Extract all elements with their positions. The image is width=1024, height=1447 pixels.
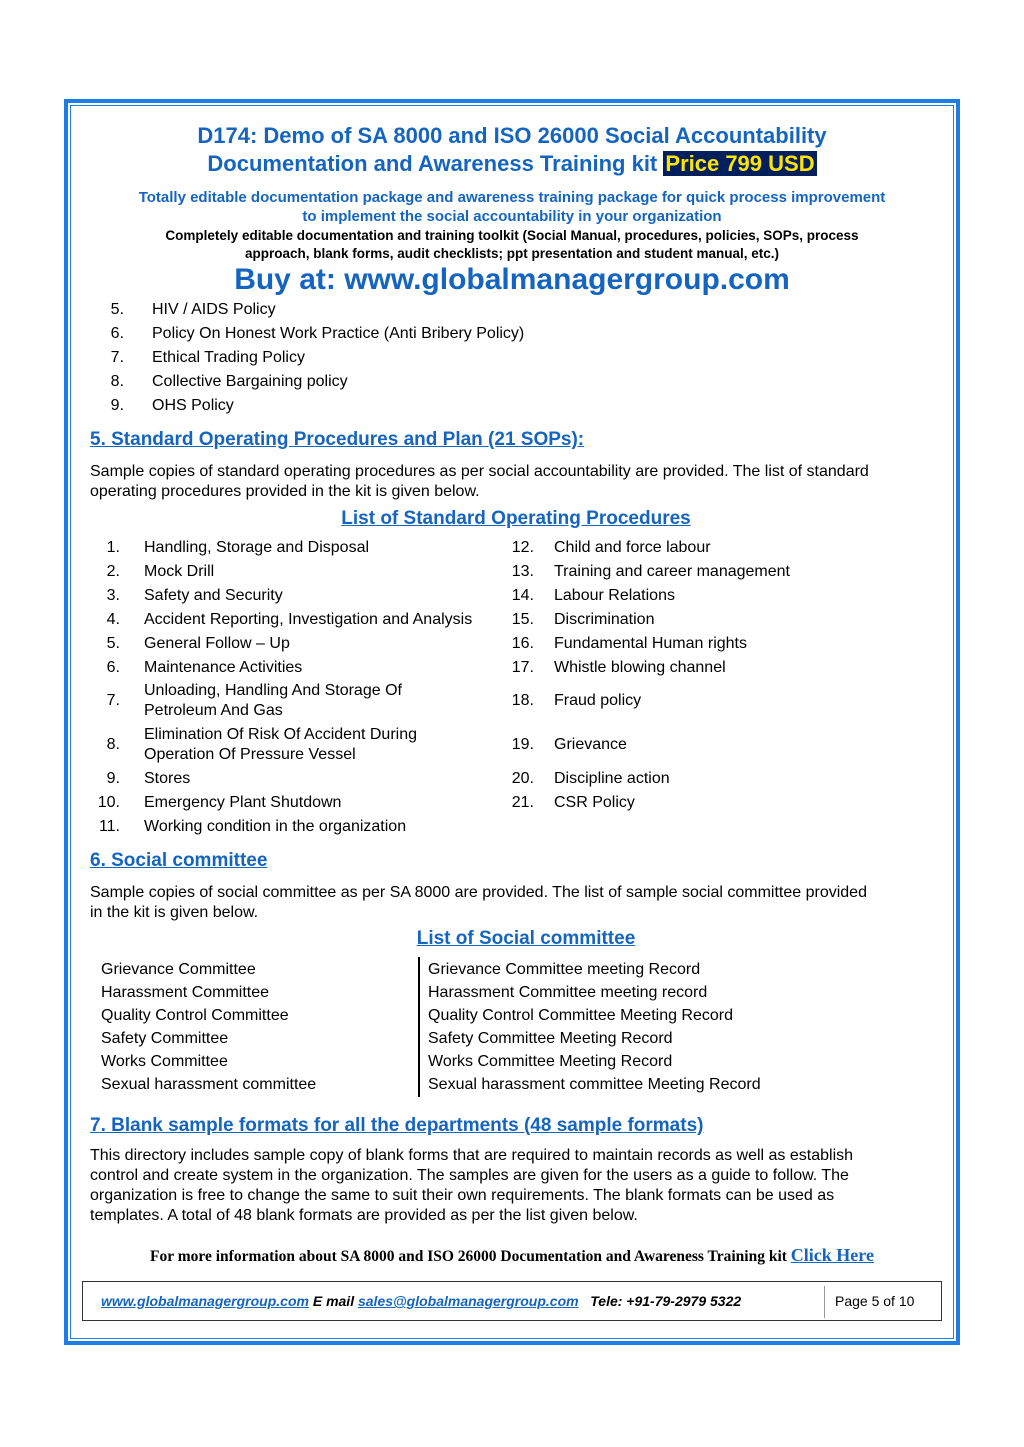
formats-paragraph-line1: This directory includes sample copy of blank forms that are required to maintain records as well as establish — [90, 1147, 854, 1164]
doc-title-line1: D174: Demo of SA 8000 and ISO 26000 Social Accountability — [197, 123, 827, 148]
footer-divider — [824, 1286, 825, 1318]
committee-name: Works Committee — [101, 1053, 228, 1070]
price-badge: Price 799 USD — [665, 151, 815, 176]
doc-title-line2 — [70, 150, 954, 178]
sop-paragraph-line2: operating procedures provided in the kit is given below. — [90, 483, 480, 500]
subtitle-line2: to implement the social accountability in your organization — [302, 208, 722, 225]
committee-record: Works Committee Meeting Record — [428, 1053, 673, 1070]
footer-email-link[interactable]: sales@globalmanagergroup.com — [357, 1293, 579, 1309]
list-item-text: Unloading, Handling And Storage Of — [144, 682, 402, 699]
doc-title-text: Documentation and Awareness Training kit — [207, 151, 658, 176]
buy-link[interactable]: Buy at: www.globalmanagergroup.com — [234, 263, 790, 296]
committee-divider — [418, 957, 420, 1097]
page-number: Page 5 of 10 — [835, 1293, 915, 1309]
more-info-text: For more information about SA 8000 and ISO 26000 Documentation and Awareness Training kit — [150, 1248, 787, 1265]
committee-record: Quality Control Committee Meeting Record — [428, 1007, 734, 1024]
footer-website-link[interactable]: www.globalmanagergroup.com — [101, 1293, 309, 1309]
committee-name: Quality Control Committee — [101, 1007, 289, 1024]
list-item-text: Elimination Of Risk Of Accident During — [144, 726, 417, 743]
committee-name: Harassment Committee — [101, 984, 270, 1001]
more-info — [90, 1244, 934, 1268]
committee-record: Grievance Committee meeting Record — [428, 961, 701, 978]
committee-list-title: List of Social committee — [416, 928, 636, 949]
footer-email-label: E mail — [312, 1293, 355, 1309]
formats-paragraph-line2: control and create system in the organization. The samples are given for the users as a guide to follow. The — [90, 1167, 849, 1184]
committee-name: Grievance Committee — [101, 961, 256, 978]
committee-paragraph-line1: Sample copies of social committee as per SA 8000 are provided. The list of sample social committee provided — [90, 884, 867, 901]
formats-paragraph-line3: organization is free to change the same to suit their own requirements. The blank formats can be used as — [90, 1187, 835, 1204]
description-line1: Completely editable documentation and training toolkit (Social Manual, procedures, policies, SOPs, process — [165, 228, 859, 243]
committee-name: Safety Committee — [101, 1030, 229, 1047]
committee-record: Safety Committee Meeting Record — [428, 1030, 673, 1047]
click-here-link[interactable]: Click Here — [790, 1245, 874, 1265]
committee-name: Sexual harassment committee — [101, 1076, 317, 1093]
footer-contact — [101, 1293, 741, 1309]
formats-paragraph-line4: templates. A total of 48 blank formats are provided as per the list given below. — [90, 1207, 638, 1224]
list-item-text: Petroleum And Gas — [144, 702, 283, 719]
committee-record: Harassment Committee meeting record — [428, 984, 708, 1001]
sop-paragraph-line1: Sample copies of standard operating procedures as per social accountability are provided. The list of standard — [90, 463, 869, 480]
description-line2: approach, blank forms, audit checklists; ppt presentation and student manual, etc.) — [244, 246, 780, 261]
footer-phone: Tele: +91-79-2979 5322 — [590, 1293, 742, 1309]
subtitle-line1: Totally editable documentation package and awareness training package for quick process improvement — [138, 189, 886, 206]
sop-list-title: List of Standard Operating Procedures — [341, 508, 691, 529]
section-heading-committee: 6. Social committee — [90, 850, 268, 871]
section-heading-formats: 7. Blank sample formats for all the departments (48 sample formats) — [90, 1115, 704, 1136]
committee-paragraph-line2: in the kit is given below. — [90, 904, 259, 921]
list-item-text: Operation Of Pressure Vessel — [144, 746, 356, 763]
committee-record: Sexual harassment committee Meeting Record — [428, 1076, 761, 1093]
page-footer — [82, 1281, 942, 1321]
section-heading-sops: 5. Standard Operating Procedures and Plan (21 SOPs): — [90, 429, 585, 450]
